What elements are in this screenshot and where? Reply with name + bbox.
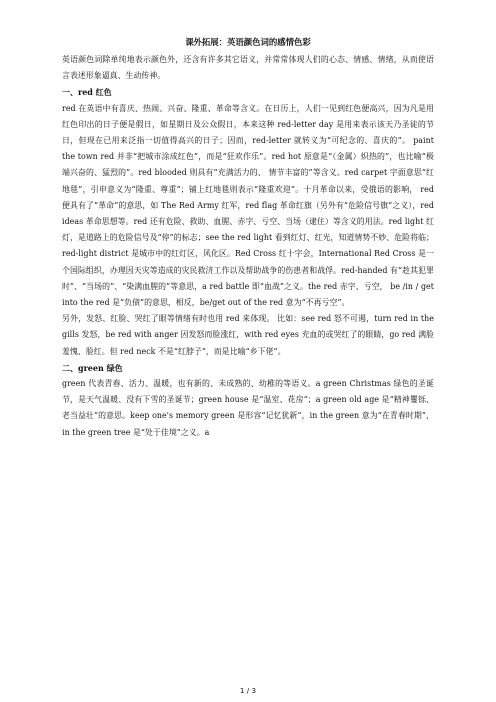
section-heading-green: 二、green 绿色 <box>62 362 123 373</box>
section-heading-red: 一、red 红色 <box>62 87 112 98</box>
document-page <box>62 36 434 441</box>
page-number: 1 / 3 <box>239 686 257 695</box>
document-title: 课外拓展：英语颜色词的感情色彩 <box>185 37 311 47</box>
intro-paragraph: 英语颜色词除单纯地表示颜色外，还含有许多其它语义，并常常体现人们的心态、情感、情绪，从而使语言表述形象逼真、生动传神。 <box>62 55 434 81</box>
red-paragraph-2: 另外，发怒、红脸、哭红了眼等情绪有时也用 red 来体现。 比如：see red 怒不可遏，turn red in the gills 发怒，be red with anger 因发怒而脸涨红，with red eyes 充血的或哭红了的眼睛，go red 满脸羞愧、脸红。但 red neck 不是“红脖子”，而是比喻“乡下佬”。 <box>62 314 434 356</box>
green-paragraph-1: green 代表青春、活力、温暖，也有新的、未成熟的、幼稚的等语义。a green Christmas 绿色的圣诞节，是天气温暖、没有下雪的圣诞节；green house 是“温室、花房”；a green old age 是“精神矍铄、老当益壮”的意思。keep one's memory green 是形容“记忆犹新”，in the green 意为“在青春时期”，in the green tree 是“处于佳境”之义。a <box>62 379 434 437</box>
red-paragraph-1: red 在英语中有喜庆、热闹、兴奋、隆重、革命等含义。在日历上，人们一见到红色便高兴，因为凡是用红色印出的日子便是假日，如星期日及公众假日，本来这种 red-letter day 是用来表示该天乃圣徒的节日，但现在已用来泛指一切值得高兴的日子；因而，red-letter 就转义为“可纪念的、喜庆的”。 paint the town red 并非“把城市涂成红色”，而是“狂欢作乐”。red hot 原意是“（金属）炽热的”，也比喻“极端兴奋的、猛烈的”。red blooded 则具有“充满活力的、 情节丰富的”等含义。red carpet 字面意思“红地毯”，引申意义为“隆重、尊重”；铺上红地毯则表示“隆重欢迎”。十月革命以来，受俄语的影响， red 便具有了“革命”的意思，如 The Red Army 红军，red flag 革命红旗（另外有“危险信号旗”之义），red ideas 革命思想等。red 还有危险、救助、血腥、赤字、亏空、当场（逮住）等含义的用法。red light 红灯，是道路上的危险信号及“停”的标志；see the red light 看到红灯、红光，知道情势不妙、危险将临；red-light district 是城市中的红灯区，风化区。Red Cross 红十字会，International Red Cross 是一个国际组织，办理因天灾等造成的灾民救济工作以及帮助战争的伤患者和战俘。red-handed 有“趁其犯罪时”、“当场的”、“染满血腥的”等意思，a red battle 即“血战”之义。the red 赤字、亏空， be /in / get into the red 是“负债”的意思，相反，be/get out of the red 意为“不再亏空”。 <box>62 103 434 308</box>
